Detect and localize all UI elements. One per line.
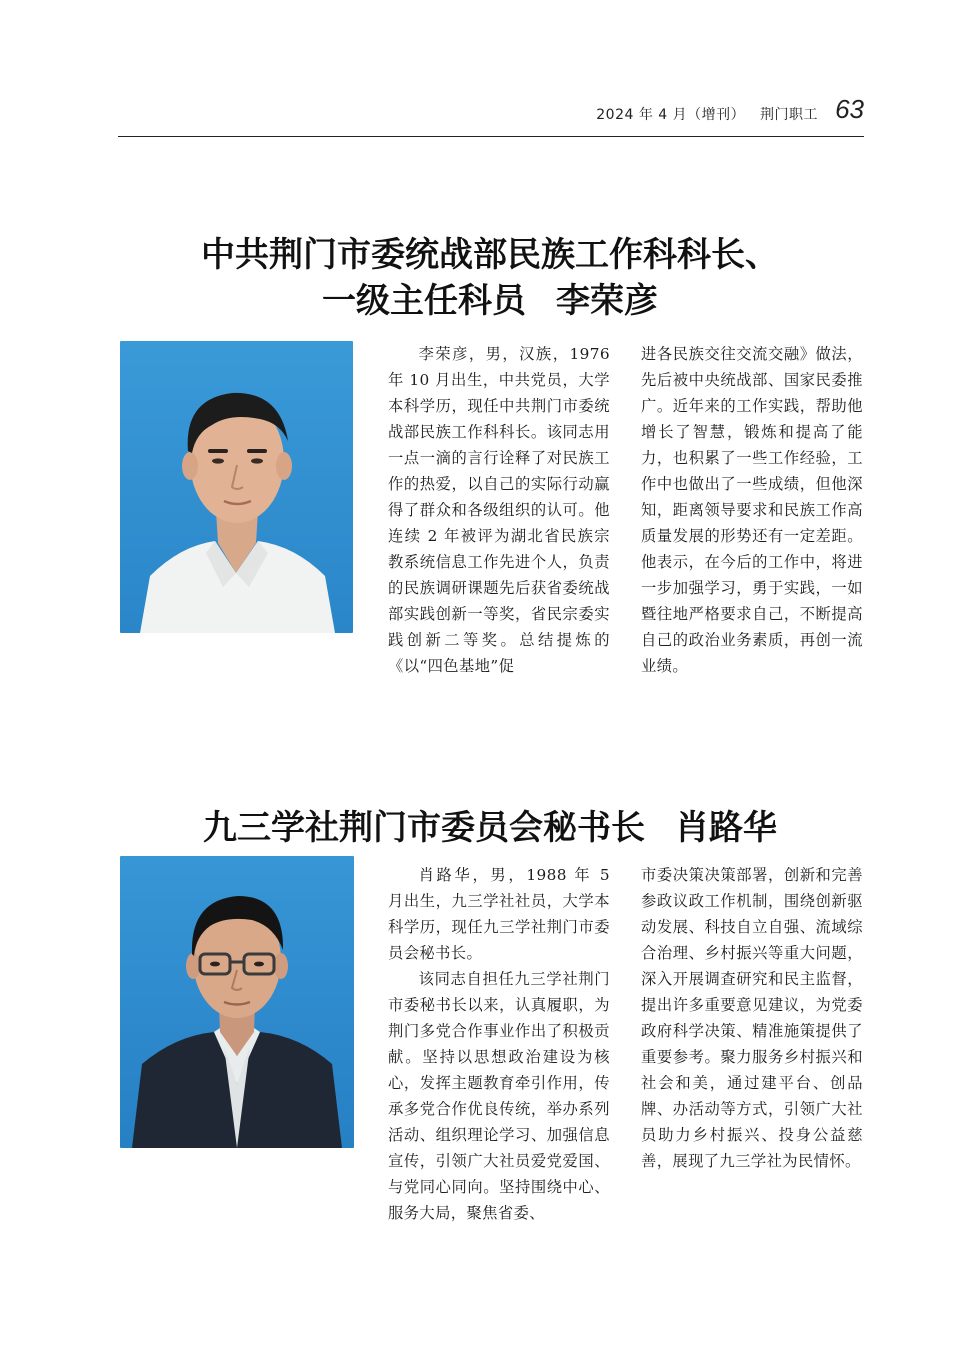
profile1-paragraph-1: 李荣彦，男，汉族，1976 年 10 月出生，中共党员，大学本科学历，现任中共荆门市委统战部民族工作科科长。该同志用一点一滴的言行诠释了对民族工作的热爱，以自己的实际行动赢得了群众和各级组织的认可。他连续 2 年被评为湖北省民族宗教系统信息工作先进个人，负责的民族调研课题先后获省委统战部实践创新一等奖，省民宗委实践创新二等奖。总结提炼的《以“四色基地”促 [388, 345, 610, 675]
profile2-column-1 [388, 862, 610, 1226]
issue-date: 2024 年 4 月（增刊） [596, 107, 746, 123]
header-issue-line [596, 104, 818, 124]
profile1-name: 李荣彦 [556, 281, 658, 321]
profile2-column-2 [641, 862, 863, 1174]
profile1-title-line1: 中共荆门市委统战部民族工作科科长、 [201, 235, 779, 275]
profile1-paragraph-2: 进各民族交往交流交融》做法，先后被中央统战部、国家民委推广。近年来的工作实践，帮助他增长了智慧，锻炼和提高了能力，也积累了一些工作经验，工作中也做出了一些成绩，但他深知，距离领导要求和民族工作高质量发展的形势还有一定差距。他表示，在今后的工作中，将进一步加强学习，勇于实践，一如暨往地严格要求自己，不断提高自己的政治业务素质，再创一流业绩。 [641, 345, 863, 675]
profile2-portrait-photo [120, 856, 354, 1148]
portrait-man-glasses-jacket [120, 856, 354, 1148]
portrait-man-white-shirt [120, 341, 353, 633]
profile2-paragraph-2: 该同志自担任九三学社荆门市委秘书长以来，认真履职，为荆门多党合作事业作出了积极贡献。坚持以思想政治建设为核心，发挥主题教育牵引作用，传承多党合作优良传统，举办系列活动、组织理论学习、加强信息宣传，引领广大社员爱党爱国、与党同心同向。坚持围绕中心、服务大局，聚焦省委、 [388, 970, 610, 1222]
profile2-paragraph-1: 肖路华，男，1988 年 5 月出生，九三学社社员，大学本科学历，现任九三学社荆门市委员会秘书长。 [388, 866, 610, 962]
profile2-paragraph-3: 市委决策决策部署，创新和完善参政议政工作机制，围绕创新驱动发展、科技自立自强、流域综合治理、乡村振兴等重大问题，深入开展调查研究和民主监督，提出许多重要意见建议，为党委政府科学决策、精准施策提供了重要参考。聚力服务乡村振兴和社会和美，通过建平台、创品牌、办活动等方式，引领广大社员助力乡村振兴、投身公益慈善，展现了九三学社为民情怀。 [641, 866, 863, 1170]
page-number: 63 [835, 94, 864, 124]
profile1-title-line2 [120, 278, 860, 324]
profile2-title [120, 805, 860, 851]
profile2-name: 肖路华 [675, 808, 777, 848]
magazine-name: 荆门职工 [760, 107, 818, 123]
page-header [118, 88, 864, 137]
profile1-portrait-photo [120, 341, 353, 633]
profile1-column-2 [641, 341, 863, 679]
profile1-title [120, 232, 860, 324]
profile1-role: 一级主任科员 [322, 281, 526, 321]
profile2-role: 九三学社荆门市委员会秘书长 [203, 808, 645, 848]
profile1-column-1 [388, 341, 610, 679]
